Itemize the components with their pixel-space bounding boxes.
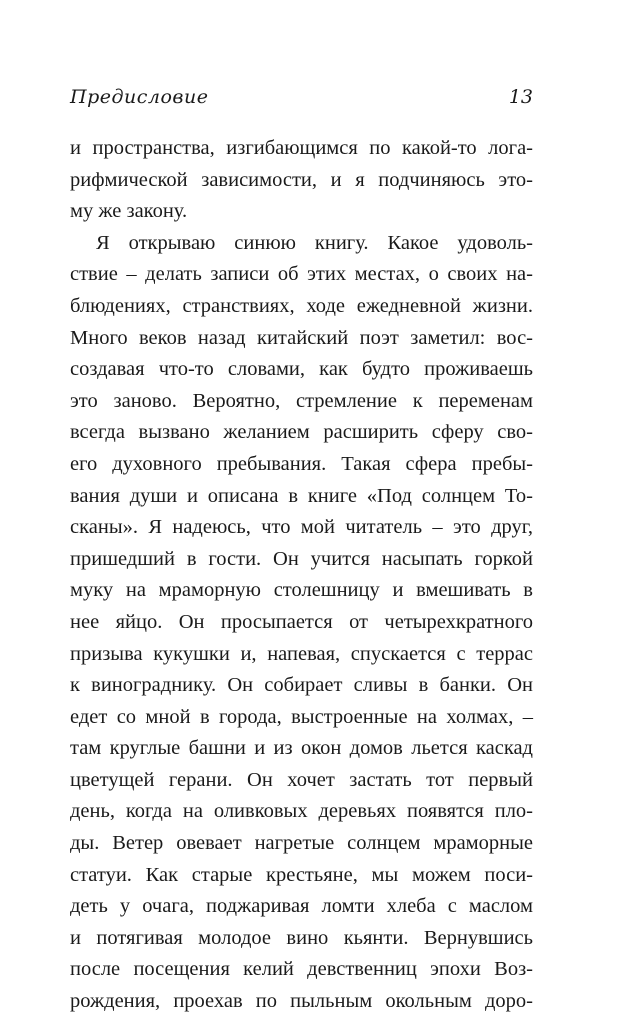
body-text — [70, 133, 533, 1018]
text-line: деть у очага, поджаривая ломти хлеба с маслом — [70, 895, 533, 918]
text-line: вания души и описана в книге «Под солнцем То- — [70, 484, 533, 507]
text-line: цветущей герани. Он хочет застать тот первый — [70, 768, 533, 791]
text-line: рождения, проехав по пыльным окольным доро- — [70, 990, 533, 1013]
text-line: ствие – делать записи об этих местах, о своих на- — [70, 263, 533, 286]
text-line: пришедший в гости. Он учится насыпать горкой — [70, 547, 533, 570]
text-line: блюдениях, странствиях, ходе ежедневной жизни. — [70, 294, 533, 317]
text-line: Много веков назад китайский поэт заметил: вос- — [70, 326, 533, 349]
text-line: ды. Ветер овевает нагретые солнцем мраморные — [70, 832, 533, 855]
text-line: к винограднику. Он собирает сливы в банки. Он — [70, 674, 533, 697]
text-line: статуи. Как старые крестьяне, мы можем поси- — [70, 863, 533, 886]
text-line: едет со мной в города, выстроенные на холмах, – — [70, 705, 533, 728]
paragraph-first-line: Я открываю синюю книгу. Какое удоволь- — [96, 231, 533, 254]
text-line: его духовного пребывания. Такая сфера пребы- — [70, 452, 533, 475]
text-line: там круглые башни и из окон домов льется каскад — [70, 737, 533, 760]
text-line: и пространства, изгибающимся по какой-то лога- — [70, 137, 533, 159]
running-head: Предисловие — [70, 86, 209, 108]
text-line: му же закону. — [70, 200, 188, 223]
text-line: создавая что-то словами, как будто проживаешь — [70, 358, 533, 381]
text-line: сканы». Я надеюсь, что мой читатель – это друг, — [70, 516, 533, 539]
text-line: нее яйцо. Он просыпается от четырехкратного — [70, 610, 533, 633]
text-line: всегда вызвано желанием расширить сферу сво- — [70, 421, 533, 444]
text-line: день, когда на оливковых деревьях появятся пло- — [70, 800, 533, 823]
page-number: 13 — [508, 86, 533, 108]
text-line: муку на мраморную столешницу и вмешивать в — [70, 579, 533, 602]
text-line: это заново. Вероятно, стремление к переменам — [70, 389, 533, 412]
text-line: призыва кукушки и, напевая, спускается с террас — [70, 642, 533, 665]
text-line: и потягивая молодое вино кьянти. Вернувшись — [70, 926, 533, 949]
text-line: рифмической зависимости, и я подчиняюсь это- — [70, 168, 533, 191]
text-line: после посещения келий девственниц эпохи Воз- — [70, 958, 533, 981]
